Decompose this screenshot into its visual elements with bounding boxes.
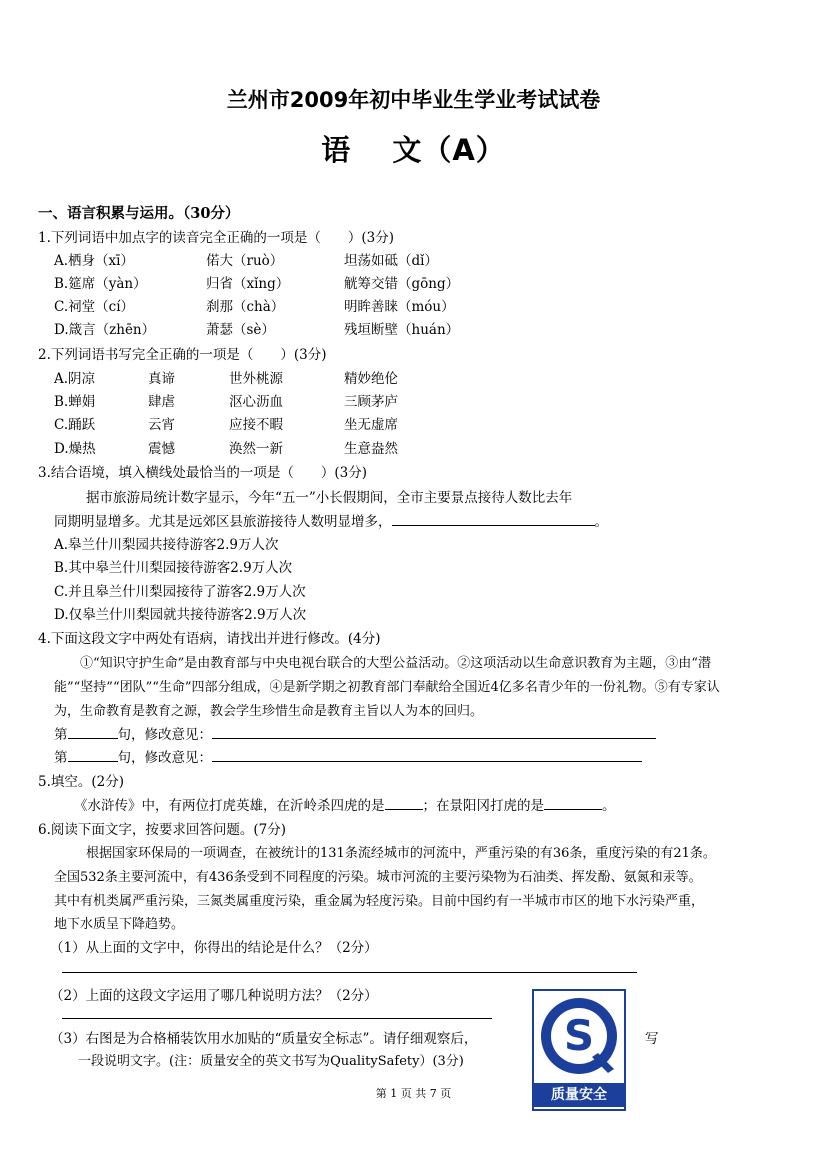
- q3-context-text: 同期明显增多。尤其是远郊区县旅游接待人数明显增多，: [54, 514, 392, 530]
- q3-option: B.其中皋兰什川梨园接待游客2.9万人次: [54, 560, 293, 576]
- q2-option: 震憾: [148, 441, 175, 457]
- q4-fix-label: 句，修改意见：: [117, 727, 212, 743]
- q4-sentence-blank-1[interactable]: [68, 726, 118, 739]
- q6-sub3: （3）右图是为合格桶装饮用水加贴的“质量安全标志”。请仔细观察后，: [50, 1031, 478, 1047]
- q4-fix-answer-1[interactable]: [212, 726, 656, 739]
- q6-passage-line: 其中有机类属严重污染，三氮类属重度污染，重金属为轻度污染。目前中国约有一半城市市区的地下水污染严重，: [54, 894, 705, 909]
- q2-option: 生意盎然: [344, 441, 398, 457]
- q2-option: D.燥热: [54, 441, 96, 457]
- q3-option: A.皋兰什川梨园共接待游客2.9万人次: [54, 537, 279, 553]
- q5-text-a: 《水浒传》中，有两位打虎英雄，在沂岭杀四虎的是: [74, 798, 385, 814]
- q3-context-end: 。: [594, 514, 608, 530]
- q5-text-b: ；在景阳冈打虎的是: [422, 798, 544, 814]
- qs-mark-icon: [538, 995, 620, 1077]
- q2-option: 真谛: [148, 371, 175, 387]
- q1-option: 偌大（ruò）: [206, 253, 284, 269]
- q4-passage-line: ①“知识守护生命”是由教育部与中央电视台联合的大型公益活动。②这项活动以生命意识教育为主题，③由“潜: [80, 656, 711, 671]
- q3-option: C.并且皋兰什川梨园接待了游客2.9万人次: [54, 584, 306, 600]
- q5-text-c: 。: [602, 798, 616, 814]
- q5-blank-1[interactable]: [385, 797, 423, 810]
- q1-option: 坦荡如砥（dǐ）: [344, 253, 438, 269]
- q4-fix-label: 句，修改意见：: [117, 750, 212, 766]
- q1-option: A.栖身（xī）: [54, 253, 134, 269]
- section-heading: 一、语言积累与运用。（30分）: [38, 205, 240, 222]
- q1-option: B.筵席（yàn）: [54, 276, 147, 292]
- q5-stem: 5.填空。(2分): [38, 774, 125, 790]
- q2-option: 应接不暇: [229, 417, 283, 433]
- q6-sub1: （1）从上面的文字中，你得出的结论是什么？（2分）: [50, 940, 378, 956]
- q2-option: B.蝉娟: [54, 394, 96, 410]
- q6-stem: 6.阅读下面文字，按要求回答问题。(7分): [38, 822, 287, 838]
- q4-passage-line: 为，生命教育是教育之源，教会学生珍惜生命是教育主旨以人为本的回归。: [54, 704, 484, 719]
- q3-context: [54, 510, 608, 530]
- q2-option: 沤心沥血: [229, 394, 283, 410]
- q5-text: [74, 794, 616, 814]
- exam-title: 兰州市2009年初中毕业生学业考试试卷: [226, 88, 601, 112]
- q6-sub3-tail: 写: [645, 1031, 659, 1047]
- q2-option: 三顾茅庐: [344, 394, 398, 410]
- q4-fix-answer-2[interactable]: [212, 749, 642, 762]
- q2-option: 涣然一新: [229, 441, 283, 457]
- q6-sub1-answer-line[interactable]: [62, 972, 637, 973]
- q1-stem: 1.下列词语中加点字的读音完全正确的一项是（ ）(3分): [38, 230, 395, 246]
- q1-option: 明眸善睐（móu）: [344, 299, 455, 315]
- q6-passage-line: 地下水质呈下降趋势。: [54, 917, 185, 932]
- q2-option: 肆虐: [148, 394, 175, 410]
- q1-option: 萧瑟（sè）: [206, 322, 275, 338]
- q2-option: 世外桃源: [229, 371, 283, 387]
- q2-option: 精妙绝伦: [344, 371, 398, 387]
- q6-sub2-answer-line[interactable]: [62, 1018, 492, 1019]
- q2-option: 云宵: [148, 417, 175, 433]
- q1-option: 觥筹交错（gōng）: [344, 276, 460, 292]
- q2-stem: 2.下列词语书写完全正确的一项是（ ）(3分): [38, 347, 327, 363]
- q2-option: A.阴凉: [54, 371, 96, 387]
- q3-context: 据市旅游局统计数字显示，今年“五一”小长假期间，全市主要景点接待人数比去年: [86, 490, 573, 506]
- q1-option: C.祠堂（cí）: [54, 299, 135, 315]
- q6-sub3-line2: 一段说明文字。(注：质量安全的英文书写为QualitySafety）(3分): [78, 1054, 464, 1069]
- q4-passage-line: 能”“坚持”“团队”“生命”四部分组成，④是新学期之初教育部门奉献给全国近4亿多名青少年的一份礼物。⑤有专家认: [54, 680, 720, 695]
- q6-sub2: （2）上面的这段文字运用了哪几种说明方法？（2分）: [50, 988, 378, 1004]
- subject-title: 语 文（A）: [321, 133, 506, 167]
- logo-label: 质量安全: [534, 1083, 624, 1107]
- q4-sentence-blank-2[interactable]: [68, 749, 118, 762]
- q1-option: 残垣断壁（huán）: [344, 322, 460, 338]
- q3-option: D.仅皋兰什川梨园就共接待游客2.9万人次: [54, 607, 307, 623]
- q4-fix-prefix: 第: [54, 750, 68, 766]
- q2-option: 坐无虚席: [344, 417, 398, 433]
- q4-fix-row-1: [54, 723, 656, 743]
- q4-fix-row-2: [54, 746, 642, 766]
- q1-option: 刹那（chà）: [206, 299, 285, 315]
- q2-option: C.踊跃: [54, 417, 96, 433]
- q3-answer-blank[interactable]: [392, 513, 595, 526]
- q4-fix-prefix: 第: [54, 727, 68, 743]
- q6-passage-line: 根据国家环保局的一项调查，在被统计的131条流经城市的河流中，严重污染的有36条，重度污染的有21条。: [86, 846, 716, 861]
- q6-passage-line: 全国532条主要河流中，有436条受到不同程度的污染。城市河流的主要污染物为石油类、挥发酚、氨氮和汞等。: [54, 870, 702, 885]
- q4-stem: 4.下面这段文字中两处有语病，请找出并进行修改。(4分): [38, 631, 381, 647]
- q1-option: 归省（xǐng）: [206, 276, 290, 292]
- q3-stem: 3.结合语境，填入横线处最恰当的一项是（ ）(3分): [38, 465, 368, 481]
- q1-option: D.箴言（zhēn）: [54, 322, 156, 338]
- q5-blank-2[interactable]: [544, 797, 602, 810]
- svg-text:S: S: [563, 1011, 595, 1060]
- page-footer: 第 1 页 共 7 页: [375, 1087, 452, 1100]
